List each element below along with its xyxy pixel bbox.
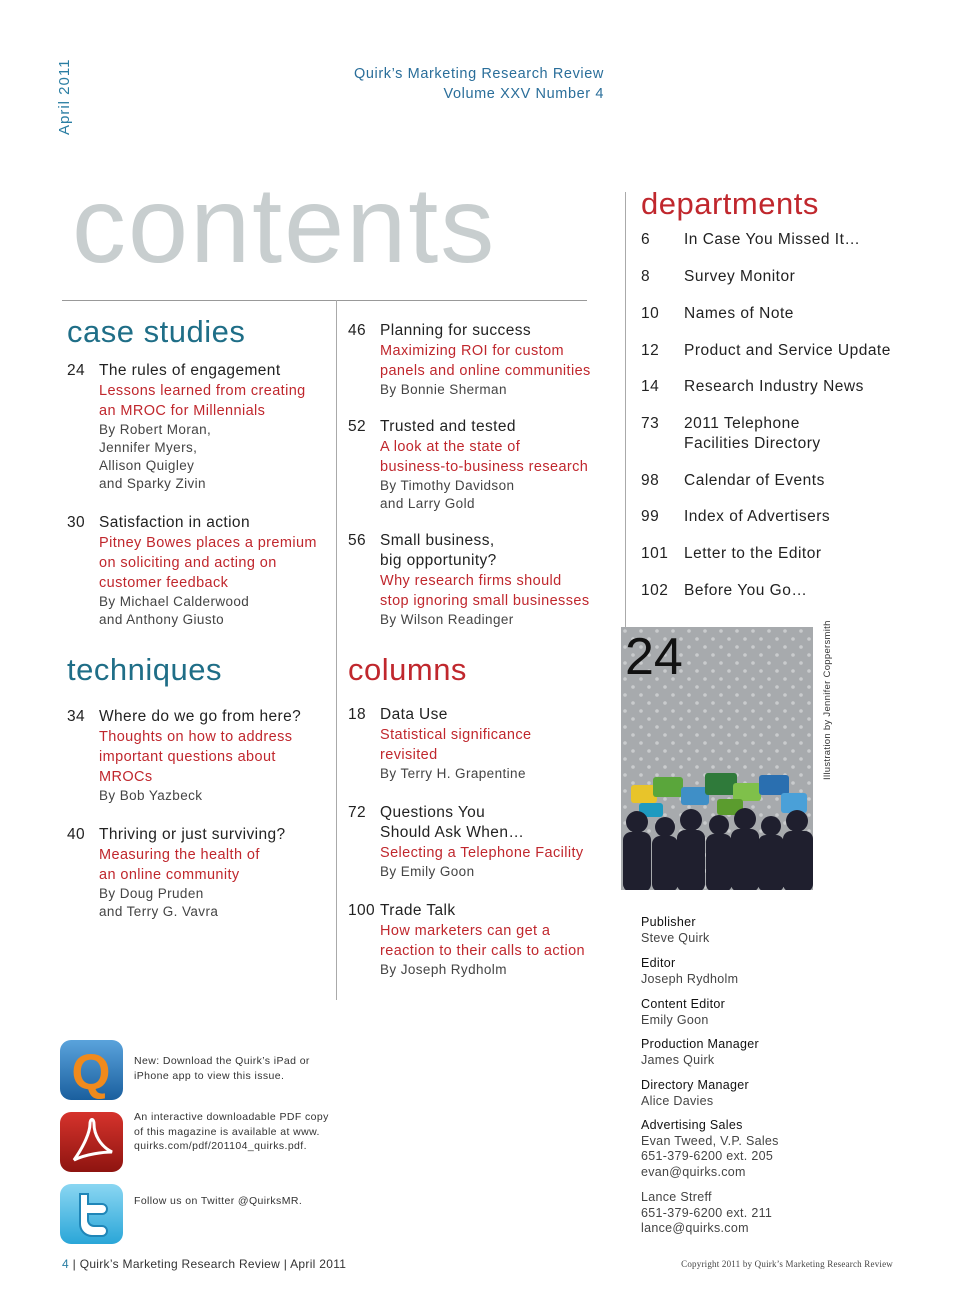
staff-entry <box>641 1118 779 1180</box>
entry-byline: By Doug Pruden <box>99 886 204 901</box>
department-page-number: 6 <box>641 231 651 248</box>
department-item[interactable] <box>641 267 795 287</box>
department-title <box>684 341 891 361</box>
masthead-volume: Volume XXV Number 4 <box>443 86 604 102</box>
department-title <box>684 414 821 454</box>
entry-subtitle: business-to-business research <box>380 459 589 475</box>
department-title-line: Facilities Directory <box>684 435 821 452</box>
page-footer <box>62 1257 346 1271</box>
department-item[interactable] <box>641 507 830 527</box>
staff-detail: lance@quirks.com <box>641 1221 749 1235</box>
staff-entry <box>641 956 738 987</box>
department-title-line: Names of Note <box>684 305 794 322</box>
department-page-number: 12 <box>641 342 660 359</box>
entry-title: Should Ask When… <box>380 824 525 841</box>
staff-entry <box>641 997 725 1028</box>
department-title <box>684 230 860 250</box>
entry-byline: By Joseph Rydholm <box>380 962 507 977</box>
department-title-line: Product and Service Update <box>684 342 891 359</box>
staff-role: Directory Manager <box>641 1078 749 1092</box>
entry-page-number: 52 <box>348 418 367 435</box>
department-page-number: 8 <box>641 268 651 285</box>
divider <box>336 300 337 1000</box>
department-title <box>684 304 794 324</box>
entry-byline: and Sparky Zivin <box>99 476 206 491</box>
staff-entry <box>641 1078 749 1109</box>
entry-title: Data Use <box>380 706 448 723</box>
entry-subtitle: Selecting a Telephone Facility <box>380 845 584 861</box>
entry-byline: By Timothy Davidson <box>380 478 515 493</box>
entry-body <box>99 513 329 629</box>
entry-title: Trusted and tested <box>380 418 516 435</box>
entry-body <box>99 825 329 921</box>
entry-subtitle: revisited <box>380 747 438 763</box>
footer-text: Quirk’s Marketing Research Review | April 2011 <box>79 1257 347 1271</box>
ipad-app-note <box>134 1054 310 1083</box>
entry-byline: Allison Quigley <box>99 458 195 473</box>
divider <box>62 300 587 301</box>
department-page-number: 102 <box>641 582 669 599</box>
pdf-icon[interactable] <box>60 1112 123 1172</box>
entry-title: Small business, <box>380 532 495 549</box>
entry-title: big opportunity? <box>380 552 497 569</box>
staff-role: Production Manager <box>641 1037 759 1051</box>
department-item[interactable] <box>641 377 864 397</box>
staff-detail: James Quirk <box>641 1052 715 1067</box>
entry-title: The rules of engagement <box>99 362 281 379</box>
twitter-icon[interactable] <box>60 1184 123 1244</box>
entry-subtitle: an online community <box>99 867 240 883</box>
department-title-line: Research Industry News <box>684 378 864 395</box>
copyright: Copyright 2011 by Quirk’s Marketing Research Review <box>681 1259 893 1269</box>
entry-page-number: 100 <box>348 902 376 919</box>
entry-byline: and Terry G. Vavra <box>99 904 219 919</box>
entry-byline: By Emily Goon <box>380 864 475 879</box>
entry-title: Questions You <box>380 804 486 821</box>
staff-detail: Lance Streff <box>641 1190 712 1204</box>
entry-subtitle: Lessons learned from creating <box>99 383 306 399</box>
toc-entry[interactable] <box>67 513 329 629</box>
toc-entry[interactable] <box>348 705 618 783</box>
department-page-number: 73 <box>641 415 660 432</box>
entry-body <box>380 417 610 513</box>
entry-page-number: 56 <box>348 532 367 549</box>
department-item[interactable] <box>641 414 821 454</box>
department-page-number: 14 <box>641 378 660 395</box>
entry-byline: By Wilson Readinger <box>380 612 514 627</box>
staff-detail: Alice Davies <box>641 1093 714 1108</box>
department-item[interactable] <box>641 581 807 601</box>
entry-body <box>380 901 618 979</box>
entry-body <box>99 361 329 493</box>
entry-page-number: 24 <box>67 362 86 379</box>
staff-role: Content Editor <box>641 997 726 1011</box>
staff-role: Advertising Sales <box>641 1118 743 1132</box>
section-heading-columns: columns <box>348 652 467 687</box>
entry-subtitle: panels and online communities <box>380 363 591 379</box>
department-title <box>684 507 830 527</box>
staff-entry <box>641 915 710 946</box>
entry-body <box>380 705 618 783</box>
department-title <box>684 377 864 397</box>
entry-page-number: 72 <box>348 804 367 821</box>
entry-subtitle: MROCs <box>99 769 153 785</box>
entry-subtitle: Why research firms should <box>380 573 562 589</box>
entry-title: Trade Talk <box>380 902 456 919</box>
svg-text:Q: Q <box>71 1044 111 1100</box>
section-heading-departments: departments <box>641 186 819 221</box>
staff-detail: evan@quirks.com <box>641 1164 746 1179</box>
staff-role: Publisher <box>641 915 696 929</box>
masthead-title: Quirk’s Marketing Research Review <box>353 66 604 82</box>
entry-subtitle: How marketers can get a <box>380 923 551 939</box>
section-heading-case-studies: case studies <box>67 314 246 349</box>
toc-entry[interactable] <box>67 361 329 493</box>
cover-illustration <box>621 627 813 890</box>
page-title: contents <box>72 164 497 285</box>
entry-subtitle: reaction to their calls to action <box>380 943 586 959</box>
entry-subtitle: customer feedback <box>99 575 229 591</box>
entry-subtitle: on soliciting and acting on <box>99 555 277 571</box>
department-item[interactable] <box>641 544 822 564</box>
department-page-number: 98 <box>641 472 660 489</box>
staff-detail: Joseph Rydholm <box>641 971 739 986</box>
entry-page-number: 30 <box>67 514 86 531</box>
footer-separator: | <box>72 1257 80 1271</box>
entry-byline: By Bob Yazbeck <box>99 788 203 803</box>
entry-subtitle: Maximizing ROI for custom <box>380 343 565 359</box>
toc-entry[interactable] <box>67 707 329 805</box>
entry-byline: By Michael Calderwood <box>99 594 250 609</box>
department-title-line: Calendar of Events <box>684 472 825 489</box>
staff-detail: Evan Tweed, V.P. Sales <box>641 1133 779 1148</box>
department-item[interactable] <box>641 230 860 250</box>
q-app-icon-glyph <box>60 1040 123 1100</box>
entry-byline: By Bonnie Sherman <box>380 382 507 397</box>
section-heading-techniques: techniques <box>67 652 222 687</box>
entry-byline: By Terry H. Grapentine <box>380 766 526 781</box>
pdf-note <box>134 1110 329 1154</box>
entry-subtitle: A look at the state of <box>380 439 521 455</box>
q-app-icon[interactable] <box>60 1040 123 1100</box>
entry-subtitle: Pitney Bowes places a premium <box>99 535 317 551</box>
divider <box>625 192 626 628</box>
department-title-line: In Case You Missed It… <box>684 231 861 248</box>
department-page-number: 99 <box>641 508 660 525</box>
toc-entry[interactable] <box>348 417 610 513</box>
staff-entry <box>641 1190 772 1237</box>
staff-role: Editor <box>641 956 676 970</box>
department-title-line: Before You Go… <box>684 582 808 599</box>
entry-subtitle: Thoughts on how to address <box>99 729 293 745</box>
entry-subtitle: Measuring the health of <box>99 847 260 863</box>
entry-title: Thriving or just surviving? <box>99 826 286 843</box>
department-title-line: Survey Monitor <box>684 268 796 285</box>
entry-title: Planning for success <box>380 322 532 339</box>
staff-detail: 651-379-6200 ext. 205 <box>641 1149 774 1163</box>
department-title-line: Letter to the Editor <box>684 545 822 562</box>
twitter-note <box>134 1194 302 1209</box>
note-line: Follow us on Twitter @QuirksMR. <box>134 1195 303 1207</box>
department-item[interactable] <box>641 471 825 491</box>
department-item[interactable] <box>641 304 794 324</box>
entry-page-number: 40 <box>67 826 86 843</box>
page-number: 4 <box>62 1257 69 1271</box>
entry-byline: By Robert Moran, <box>99 422 212 437</box>
staff-detail: Emily Goon <box>641 1012 709 1027</box>
masthead <box>354 64 604 104</box>
staff-entry <box>641 1037 759 1068</box>
pdf-icon-glyph <box>60 1112 123 1172</box>
department-title <box>684 267 795 287</box>
entry-subtitle: important questions about <box>99 749 276 765</box>
toc-entry[interactable] <box>348 531 610 629</box>
entry-title: Satisfaction in action <box>99 514 250 531</box>
entry-byline: and Anthony Giusto <box>99 612 225 627</box>
staff-detail: Steve Quirk <box>641 930 710 945</box>
entry-byline: Jennifer Myers, <box>99 440 198 455</box>
staff-detail: 651-379-6200 ext. 211 <box>641 1205 773 1220</box>
note-line: of this magazine is available at www. <box>134 1125 320 1138</box>
entry-title: Where do we go from here? <box>99 708 302 725</box>
note-line: New: Download the Quirk’s iPad or <box>134 1055 310 1067</box>
cover-page-number: 24 <box>625 628 683 686</box>
twitter-icon-glyph <box>60 1184 123 1244</box>
toc-entry[interactable] <box>348 901 618 979</box>
department-page-number: 101 <box>641 545 669 562</box>
entry-subtitle: stop ignoring small businesses <box>380 593 590 609</box>
entry-subtitle: Statistical significance <box>380 727 532 743</box>
issue-date: April 2011 <box>56 58 73 135</box>
entry-subtitle: an MROC for Millennials <box>99 403 266 419</box>
note-line: iPhone app to view this issue. <box>134 1069 285 1082</box>
entry-page-number: 34 <box>67 708 86 725</box>
entry-page-number: 46 <box>348 322 367 339</box>
entry-body <box>99 707 329 805</box>
department-page-number: 10 <box>641 305 660 322</box>
department-title <box>684 471 825 491</box>
department-title <box>684 581 807 601</box>
entry-page-number: 18 <box>348 706 367 723</box>
toc-entry[interactable] <box>348 321 610 399</box>
entry-byline: and Larry Gold <box>380 496 475 511</box>
entry-body <box>380 803 618 881</box>
toc-entry[interactable] <box>348 803 618 881</box>
entry-body <box>380 531 610 629</box>
department-item[interactable] <box>641 341 891 361</box>
department-title <box>684 544 822 564</box>
department-title-line: 2011 Telephone <box>684 415 800 432</box>
toc-entry[interactable] <box>67 825 329 921</box>
note-line: quirks.com/pdf/201104_quirks.pdf. <box>134 1140 307 1152</box>
entry-body <box>380 321 610 399</box>
note-line: An interactive downloadable PDF copy <box>134 1111 329 1123</box>
illustration-credit: Illustration by Jennifer Coppersmith <box>822 620 833 780</box>
department-title-line: Index of Advertisers <box>684 508 831 525</box>
